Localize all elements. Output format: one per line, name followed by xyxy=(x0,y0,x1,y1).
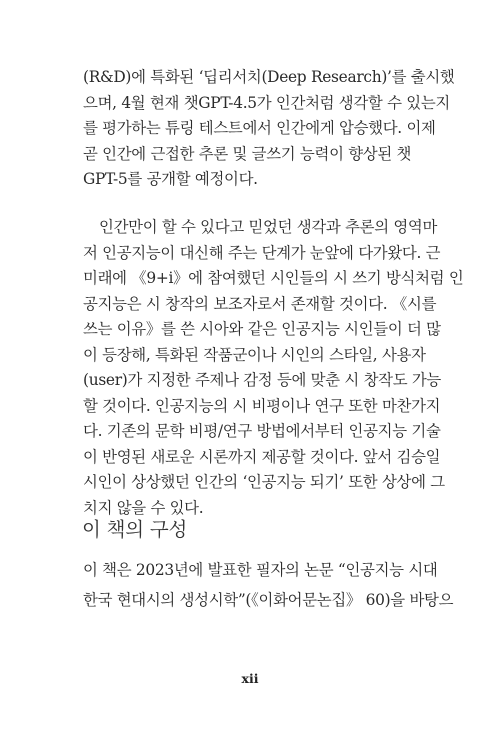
paragraph-1-line-2: 으며, 4월 현재 챗GPT-4.5가 인간처럼 생각할 수 있는지 xyxy=(83,93,450,112)
paragraph-2-line-11: 시인이 상상했던 인간의 ‘인공지능 되기’ 또한 상상에 그 xyxy=(83,473,445,491)
paragraph-2-line-12: 치지 않을 수 있다. xyxy=(83,498,204,517)
paragraph-2-line-4: 공지능은 시 창작의 보조자로서 존재할 것이다. 《시를 xyxy=(83,294,437,313)
paragraph-3-line-1: 이 책은 2023년에 발표한 필자의 논문 “인공지능 시대 xyxy=(83,561,438,579)
paragraph-2-line-2: 저 인공지능이 대신해 주는 단계가 눈앞에 다가왔다. 근 xyxy=(83,243,441,262)
paragraph-2-line-10: 이 반영된 새로운 시론까지 제공할 것이다. 앞서 김승일 xyxy=(83,447,441,466)
paragraph-1-line-3: 를 평가하는 튜링 테스트에서 인간에게 압승했다. 이제 xyxy=(83,119,436,137)
page-number: xii xyxy=(241,671,259,686)
paragraph-2-line-7: (user)가 지정한 주제나 감정 등에 맞춘 시 창작도 가능 xyxy=(83,371,442,389)
paragraph-1-line-5: GPT-5를 공개할 예정이다. xyxy=(83,170,258,188)
paragraph-3-line-2: 한국 현대시의 생성시학”(《이화어문논집》 60)을 바탕으 xyxy=(83,591,454,609)
paragraph-2-line-1: 인간만이 할 수 있다고 믿었던 생각과 추론의 영역마 xyxy=(99,218,438,236)
paragraph-2-line-5: 쓰는 이유》를 쓴 시아와 같은 인공지능 시인들이 더 많 xyxy=(83,320,441,338)
paragraph-1-line-4: 곧 인간에 근접한 추론 및 글쓰기 능력이 향상된 챗 xyxy=(83,144,412,163)
paragraph-2-line-8: 할 것이다. 인공지능의 시 비평이나 연구 또한 마찬가지 xyxy=(83,396,441,415)
paragraph-2-line-9: 다. 기존의 문학 비평/연구 방법에서부터 인공지능 기술 xyxy=(83,422,441,440)
paragraph-2-line-3: 미래에 《9+i》에 참여했던 시인들의 시 쓰기 방식처럼 인 xyxy=(83,269,464,287)
paragraph-1-line-1: (R&D)에 특화된 ‘딥리서치(Deep Research)’를 출시했 xyxy=(83,68,455,86)
section-heading: 이 책의 구성 xyxy=(82,518,188,541)
paragraph-2-line-6: 이 등장해, 특화된 작품군이나 시인의 스타일, 사용자 xyxy=(83,345,426,364)
